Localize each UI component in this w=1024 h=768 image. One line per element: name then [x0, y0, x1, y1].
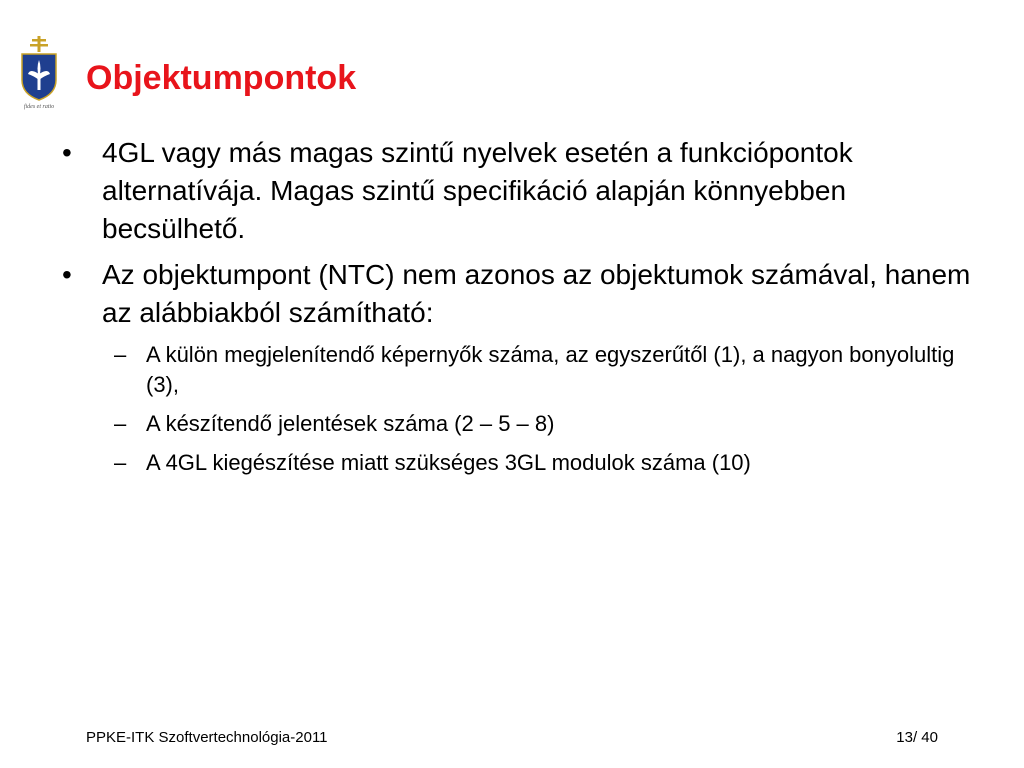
university-logo-icon: [14, 34, 64, 110]
bullet-marker: •: [62, 137, 72, 168]
sub-bullet-text: A külön megjelenítendő képernyők száma, az egyszerűtől (1), a nagyon bonyolultig (3),: [146, 342, 955, 397]
sub-bullet-item: [62, 409, 992, 439]
footer-course-label: PPKE-ITK Szoftvertechnológia-2011: [86, 729, 328, 746]
bullet-item: [62, 256, 992, 332]
bullet-text: 4GL vagy más magas szintű nyelvek esetén a funkciópontok alternatívája. Magas szintű specifikáció alapján könnyebben becsülhető.: [102, 137, 853, 244]
svg-text:fides et ratio: fides et ratio: [23, 104, 55, 110]
slide-content: [62, 134, 992, 487]
sub-bullet-marker: –: [114, 450, 127, 475]
sub-bullet-item: [62, 340, 992, 400]
sub-bullet-marker: –: [114, 411, 127, 436]
slide-title: Objektumpontok: [86, 59, 357, 97]
sub-bullet-text: A készítendő jelentések száma (2 – 5 – 8): [146, 411, 555, 436]
bullet-marker: •: [62, 259, 72, 290]
bullet-item: [62, 134, 992, 248]
sub-bullet-item: [62, 448, 992, 478]
sub-bullet-text: A 4GL kiegészítése miatt szükséges 3GL modulok száma (10): [146, 450, 751, 475]
sub-bullet-marker: –: [114, 342, 127, 367]
bullet-text: Az objektumpont (NTC) nem azonos az objektumok számával, hanem az alábbiakból számítható:: [102, 259, 971, 328]
footer-page-number: 13/ 40: [896, 729, 938, 746]
